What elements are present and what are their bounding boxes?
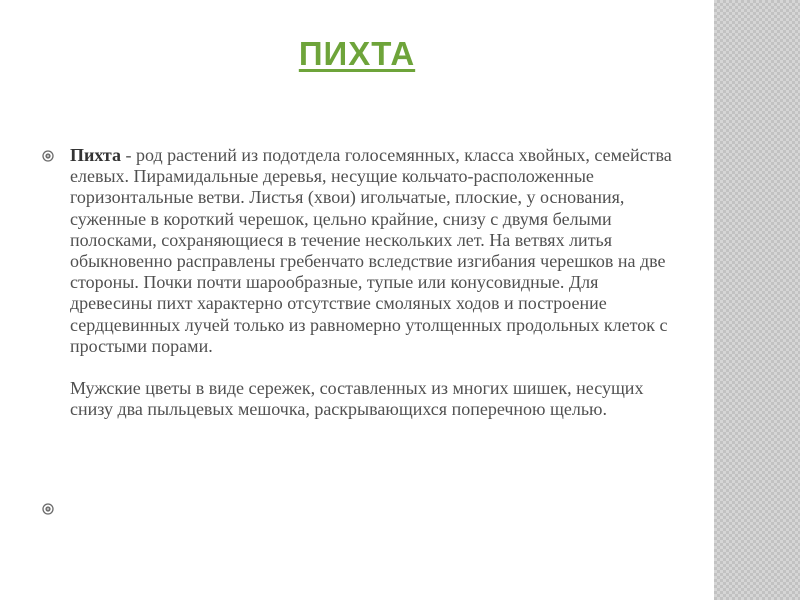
circle-bullet-icon [42,503,54,515]
term-bold: Пихта [70,145,121,165]
bullet-text [70,145,682,420]
bullet-item [42,145,682,420]
decorative-side-strip [714,0,800,600]
paragraph-text: - род растений из подотдела голосемянных, класса хвойных, семейства елевых. Пирамидальные деревья, несущие кольчато-расположенные горизонтальные ветви. Листья (хвои) игольчатые, плоские, у основания, суженные в короткий черешок, цельно крайние, снизу с двумя белыми полосками, сохраняющиеся в течение нескольких лет. На ветвях литья обыкновенно расправлены гребенчато вследствие изгибания черешков на две стороны. Почки почти шарообразные, тупые или конусовидные. Для древесины пихт характерно отсутствие смоляных ходов и построение сердцевинных лучей только из равномерно утолщенных продольных клеток с простыми порами. [70,145,672,356]
slide-title [0,34,714,74]
circle-bullet-icon [42,150,54,162]
bullet-paragraph-2: Мужские цветы в виде сережек, составленных из многих шишек, несущих снизу два пыльцевых мешочка, раскрывающихся поперечною щелью. [70,378,644,420]
bullet-item-empty [42,498,82,520]
bullet-paragraph [70,145,682,357]
slide-title-text: ПИХТА [298,35,416,72]
